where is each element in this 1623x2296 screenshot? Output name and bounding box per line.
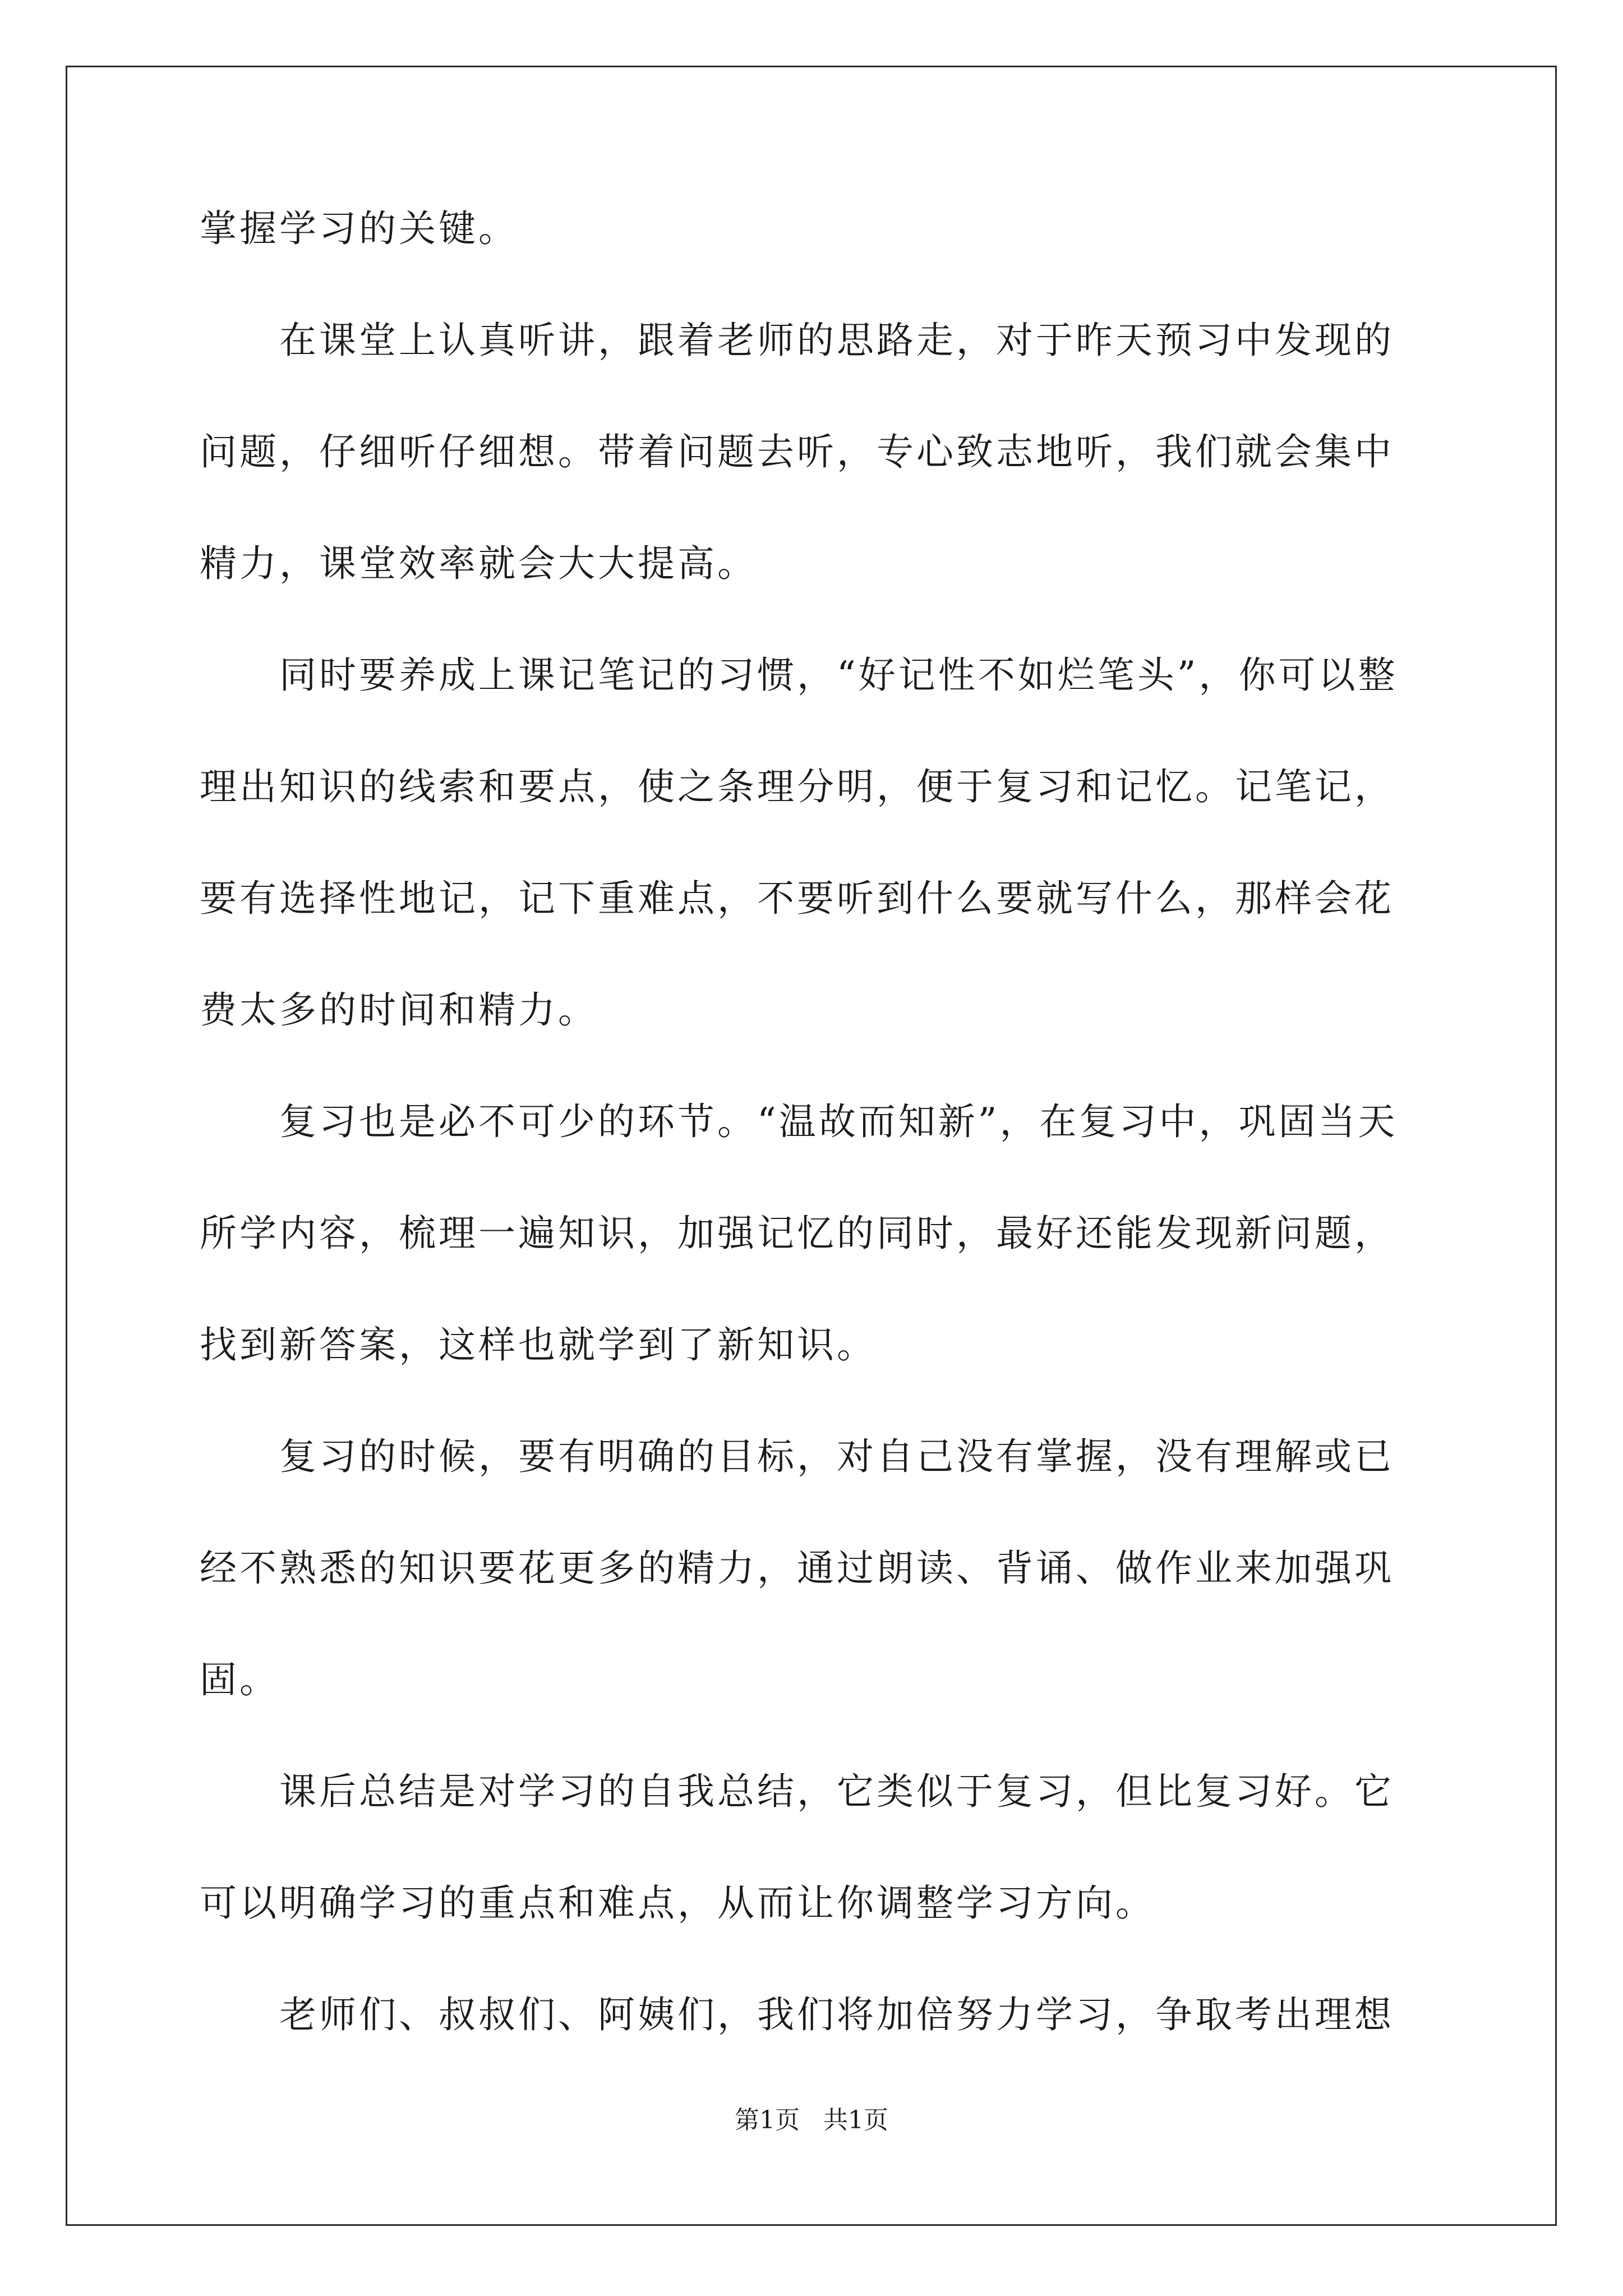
body-text-line: 经不熟悉的知识要花更多的精力，通过朗读、背诵、做作业来加强巩 — [200, 1547, 1394, 1590]
body-text-line: 掌握学习的关键。 — [200, 207, 518, 250]
body-text-line: 在课堂上认真听讲，跟着老师的思路走，对于昨天预习中发现的 — [200, 319, 1394, 362]
body-text-line: 精力，课堂效率就会大大提高。 — [200, 542, 757, 585]
body-text-line: 要有选择性地记，记下重难点，不要听到什么要就写什么，那样会花 — [200, 877, 1394, 920]
body-text-line: 所学内容，梳理一遍知识，加强记忆的同时，最好还能发现新问题， — [200, 1212, 1394, 1255]
body-text-line: 老师们、叔叔们、阿姨们，我们将加倍努力学习，争取考出理想 — [200, 1993, 1394, 2036]
body-text-line: 可以明确学习的重点和难点，从而让你调整学习方向。 — [200, 1881, 1155, 1925]
body-text-line: 复习也是必不可少的环节。“温故而知新”，在复习中，巩固当天 — [200, 1100, 1398, 1143]
body-text-line: 理出知识的线索和要点，使之条理分明，便于复习和记忆。记笔记， — [200, 765, 1394, 808]
body-text-line: 问题，仔细听仔细想。带着问题去听，专心致志地听，我们就会集中 — [200, 430, 1394, 473]
body-text-line: 课后总结是对学习的自我总结，它类似于复习，但比复习好。它 — [200, 1770, 1394, 1813]
body-text-line: 找到新答案，这样也就学到了新知识。 — [200, 1323, 877, 1366]
body-text-line: 费太多的时间和精力。 — [200, 988, 598, 1032]
body-text-line: 固。 — [200, 1658, 279, 1701]
body-text-line: 复习的时候，要有明确的目标，对自己没有掌握，没有理解或已 — [200, 1435, 1394, 1478]
page-number-footer: 第1页 共1页 — [735, 2106, 888, 2134]
body-text-line: 同时要养成上课记笔记的习惯，“好记性不如烂笔头”，你可以整 — [200, 654, 1398, 697]
